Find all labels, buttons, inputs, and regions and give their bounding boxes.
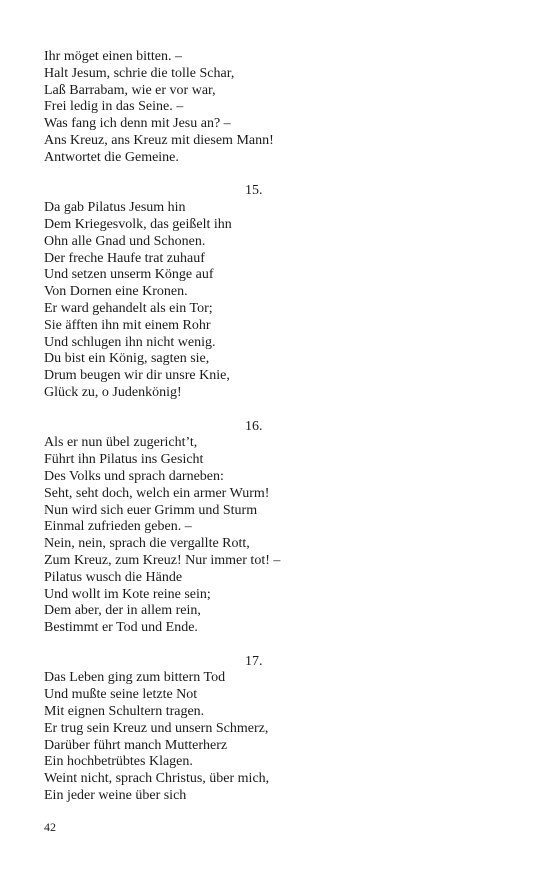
verse-line: Er trug sein Kreuz und unsern Schmerz, (44, 720, 269, 736)
verse-line: Pilatus wusch die Hände (44, 569, 183, 585)
stanza-gap (44, 402, 514, 419)
verse-line: Und wollt im Kote reine sein; (44, 586, 211, 602)
stanza-16 (44, 419, 514, 637)
stanza-15 (44, 183, 514, 401)
verse-line: Mit eignen Schultern tragen. (44, 704, 205, 720)
verse-line: Nun wird sich euer Grimm und Sturm (44, 502, 258, 518)
verse-line: Sie äfften ihn mit einem Rohr (44, 317, 211, 333)
stanza-gap (44, 637, 514, 654)
verse-line: Glück zu, o Judenkönig! (44, 384, 182, 400)
verse-line: Und schlugen ihn nicht wenig. (44, 334, 216, 350)
verse-line: Seht, seht doch, welch ein armer Wurm! (44, 485, 270, 501)
verse-line: Ein hochbetrübtes Klagen. (44, 754, 193, 770)
verse-line: Er ward gehandelt als ein Tor; (44, 300, 213, 316)
verse-line: Was fang ich denn mit Jesu an? – (44, 116, 231, 132)
verse-line: Laß Barrabam, wie er vor war, (44, 82, 216, 98)
verse-line: Da gab Pilatus Jesum hin (44, 200, 186, 216)
verse-line: Halt Jesum, schrie die tolle Schar, (44, 65, 235, 81)
verse-line: Und mußte seine letzte Not (44, 687, 198, 703)
poem-text (44, 49, 514, 805)
page-number: 42 (44, 820, 56, 834)
verse-line: Von Dornen eine Kronen. (44, 284, 188, 300)
stanza-number: 16. (245, 418, 263, 434)
stanza-number: 17. (245, 653, 263, 669)
stanza-14-continued (44, 49, 514, 167)
verse-line: Bestimmt er Tod und Ende. (44, 620, 198, 636)
verse-line: Zum Kreuz, zum Kreuz! Nur immer tot! – (44, 552, 281, 568)
verse-line: Frei ledig in das Seine. – (44, 99, 184, 115)
stanza-gap (44, 167, 514, 184)
verse-line: Weint nicht, sprach Christus, über mich, (44, 771, 270, 787)
verse-line: Dem aber, der in allem rein, (44, 603, 201, 619)
verse-line: Darüber führt manch Mutterherz (44, 737, 228, 753)
verse-line: Als er nun übel zugericht’t, (44, 435, 198, 451)
verse-line: Drum beugen wir dir unsre Knie, (44, 368, 230, 384)
verse-line: Führt ihn Pilatus ins Gesicht (44, 452, 204, 468)
verse-line: Das Leben ging zum bittern Tod (44, 670, 226, 686)
verse-line: Ihr möget einen bitten. – (44, 49, 183, 64)
verse-line: Der freche Haufe trat zuhauf (44, 250, 205, 266)
verse-line: Dem Kriegesvolk, das geißelt ihn (44, 216, 232, 232)
verse-line: Nein, nein, sprach die vergallte Rott, (44, 536, 250, 552)
stanza-17 (44, 654, 514, 805)
verse-line: Ein jeder weine über sich (44, 788, 187, 804)
verse-line: Antwortet die Gemeine. (44, 149, 179, 165)
verse-line: Ans Kreuz, ans Kreuz mit diesem Mann! (44, 132, 274, 148)
verse-line: Einmal zufrieden geben. – (44, 519, 192, 535)
verse-line: Und setzen unserm Könge auf (44, 267, 214, 283)
stanza-number: 15. (245, 183, 263, 199)
verse-line: Du bist ein König, sagten sie, (44, 351, 210, 367)
verse-line: Ohn alle Gnad und Schonen. (44, 233, 206, 249)
verse-line: Des Volks und sprach darneben: (44, 468, 224, 484)
